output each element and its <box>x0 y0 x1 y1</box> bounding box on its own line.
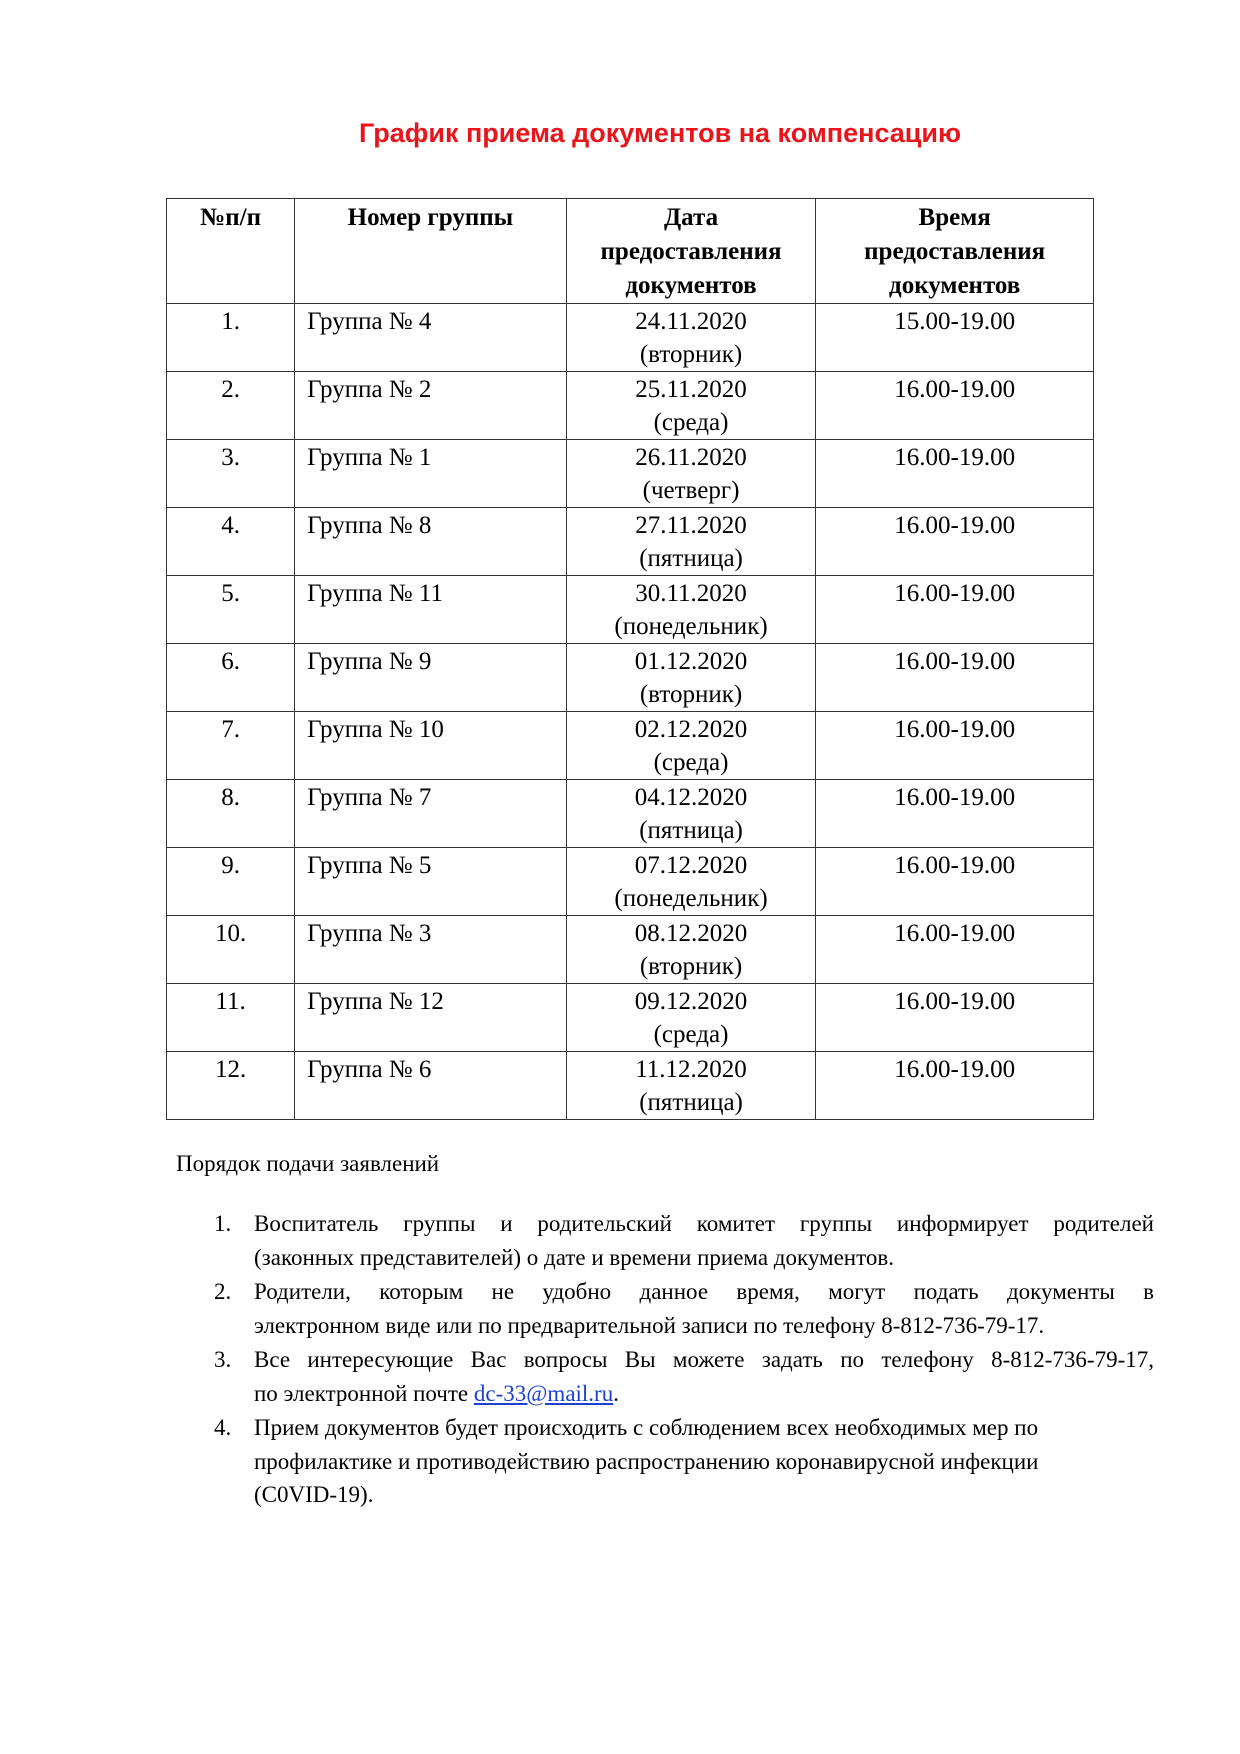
cell-day-text: (понедельник) <box>614 885 768 912</box>
page-title: График приема документов на компенсацию <box>358 118 962 148</box>
cell-date-text: 04.12.2020 <box>634 784 748 811</box>
table-row <box>167 712 1094 780</box>
cell-date <box>566 644 816 712</box>
cell-date <box>566 304 816 372</box>
cell-time-text: 15.00-19.00 <box>894 308 1016 335</box>
cell-time <box>816 780 1094 848</box>
cell-group-text: Группа № 5 <box>307 852 432 879</box>
cell-number-text: 5. <box>221 580 240 607</box>
schedule-table <box>166 198 1094 1120</box>
cell-number <box>167 440 295 508</box>
cell-date <box>566 984 816 1052</box>
list-item-line: электронном виде или по предварительной записи по телефону 8-812-736-79-17. <box>254 1312 1045 1338</box>
cell-time <box>816 916 1094 984</box>
table-row <box>167 848 1094 916</box>
cell-day-text: (вторник) <box>639 953 743 980</box>
list-item-line: Все интересующие Вас вопросы Вы можете задать по телефону 8-812-736-79-17, <box>254 1347 1154 1372</box>
list-item-line: профилактике и противодействию распространению коронавирусной инфекции <box>254 1448 1039 1474</box>
cell-day-text: (вторник) <box>639 341 743 368</box>
cell-time <box>816 644 1094 712</box>
cell-date <box>566 440 816 508</box>
cell-number-text: 6. <box>221 648 240 675</box>
cell-number <box>167 644 295 712</box>
header-text: Дата <box>663 204 719 231</box>
cell-date-text: 26.11.2020 <box>635 444 747 471</box>
cell-number-text: 9. <box>221 852 240 879</box>
cell-time <box>816 984 1094 1052</box>
table-row <box>167 304 1094 372</box>
cell-group <box>295 916 567 984</box>
table-header <box>167 199 1094 304</box>
list-item-number: 4. <box>214 1415 232 1440</box>
cell-group-text: Группа № 11 <box>307 580 443 607</box>
cell-date <box>566 916 816 984</box>
cell-number <box>167 372 295 440</box>
cell-time-text: 16.00-19.00 <box>894 512 1016 539</box>
cell-date-text: 27.11.2020 <box>635 512 747 539</box>
cell-time-text: 16.00-19.00 <box>894 920 1016 947</box>
header-cell-number <box>167 199 295 304</box>
header-text: №п/п <box>200 204 262 231</box>
cell-date <box>566 576 816 644</box>
cell-time <box>816 1052 1094 1120</box>
list-item-number: 2. <box>214 1279 232 1304</box>
cell-day-text: (среда) <box>653 749 729 776</box>
cell-date-text: 25.11.2020 <box>635 376 747 403</box>
cell-number <box>167 576 295 644</box>
cell-number-text: 11. <box>215 988 246 1015</box>
cell-day-text: (среда) <box>653 1021 729 1048</box>
cell-group-text: Группа № 4 <box>307 308 432 335</box>
table-row <box>167 1052 1094 1120</box>
cell-time-text: 16.00-19.00 <box>894 376 1016 403</box>
cell-group <box>295 644 567 712</box>
table-row <box>167 780 1094 848</box>
cell-group-text: Группа № 7 <box>307 784 432 811</box>
cell-date-text: 30.11.2020 <box>635 580 747 607</box>
header-text: Время <box>918 204 991 231</box>
list-item-text: по электронной почте <box>254 1380 474 1406</box>
list-item-line: Прием документов будет происходить с соблюдением всех необходимых мер по <box>254 1415 1039 1440</box>
cell-date <box>566 508 816 576</box>
cell-group <box>295 440 567 508</box>
cell-number-text: 7. <box>221 716 240 743</box>
table-row <box>167 644 1094 712</box>
table-row <box>167 440 1094 508</box>
cell-date-text: 07.12.2020 <box>634 852 748 879</box>
list-item <box>214 1207 1154 1274</box>
cell-number <box>167 304 295 372</box>
cell-date-text: 11.12.2020 <box>635 1056 747 1083</box>
list-item-line: Воспитатель группы и родительский комитет группы информирует родителей <box>254 1211 1154 1236</box>
cell-group <box>295 984 567 1052</box>
header-text: Номер группы <box>347 204 514 231</box>
cell-day-text: (вторник) <box>639 681 743 708</box>
cell-number <box>167 916 295 984</box>
cell-number-text: 4. <box>221 512 240 539</box>
cell-group <box>295 508 567 576</box>
cell-number <box>167 508 295 576</box>
cell-group-text: Группа № 1 <box>307 444 432 471</box>
cell-group <box>295 780 567 848</box>
cell-time-text: 16.00-19.00 <box>894 444 1016 471</box>
cell-time <box>816 304 1094 372</box>
cell-day-text: (пятница) <box>639 1089 743 1116</box>
header-text: документов <box>625 272 757 299</box>
table-row <box>167 576 1094 644</box>
cell-time <box>816 440 1094 508</box>
cell-time-text: 16.00-19.00 <box>894 1056 1016 1083</box>
cell-number <box>167 984 295 1052</box>
cell-date-text: 02.12.2020 <box>634 716 748 743</box>
cell-group <box>295 304 567 372</box>
cell-time-text: 16.00-19.00 <box>894 784 1016 811</box>
cell-day-text: (пятница) <box>639 817 743 844</box>
cell-time-text: 16.00-19.00 <box>894 580 1016 607</box>
list-item-line: (C0VID-19). <box>254 1482 374 1507</box>
cell-number <box>167 712 295 780</box>
cell-number-text: 10. <box>214 920 247 947</box>
cell-group-text: Группа № 12 <box>307 988 444 1015</box>
list-item <box>214 1411 1154 1512</box>
cell-group <box>295 372 567 440</box>
list-item <box>214 1343 1154 1410</box>
table-row <box>167 508 1094 576</box>
table-row <box>167 372 1094 440</box>
table-row <box>167 984 1094 1052</box>
cell-date-text: 09.12.2020 <box>634 988 748 1015</box>
header-text: документов <box>889 272 1021 299</box>
cell-date <box>566 780 816 848</box>
header-cell-date <box>566 199 816 304</box>
list-item-line: Родители, которым не удобно данное время, могут подать документы в <box>254 1279 1154 1304</box>
cell-number-text: 12. <box>214 1056 247 1083</box>
cell-group <box>295 848 567 916</box>
cell-day-text: (четверг) <box>642 477 740 504</box>
cell-group-text: Группа № 9 <box>307 648 432 675</box>
list-item-line <box>254 1377 1154 1411</box>
header-cell-time <box>816 199 1094 304</box>
cell-number-text: 8. <box>221 784 240 811</box>
header-cell-group <box>295 199 567 304</box>
cell-date-text: 01.12.2020 <box>634 648 748 675</box>
cell-day-text: (понедельник) <box>614 613 768 640</box>
cell-number <box>167 1052 295 1120</box>
cell-time-text: 16.00-19.00 <box>894 716 1016 743</box>
list-item-number: 3. <box>214 1347 232 1372</box>
cell-number-text: 2. <box>221 376 240 403</box>
cell-day-text: (среда) <box>653 409 729 436</box>
cell-date <box>566 1052 816 1120</box>
cell-time <box>816 508 1094 576</box>
cell-group <box>295 576 567 644</box>
cell-group-text: Группа № 6 <box>307 1056 432 1083</box>
cell-time <box>816 712 1094 780</box>
cell-date <box>566 848 816 916</box>
cell-time-text: 16.00-19.00 <box>894 648 1016 675</box>
cell-day-text: (пятница) <box>639 545 743 572</box>
cell-group-text: Группа № 3 <box>307 920 432 947</box>
cell-group <box>295 712 567 780</box>
cell-number-text: 3. <box>221 444 240 471</box>
table-row <box>167 916 1094 984</box>
list-item <box>214 1275 1154 1342</box>
cell-time <box>816 848 1094 916</box>
cell-time <box>816 576 1094 644</box>
cell-group <box>295 1052 567 1120</box>
list-item-number: 1. <box>214 1211 232 1236</box>
list-item-suffix: . <box>613 1380 619 1406</box>
cell-number <box>167 780 295 848</box>
cell-number-text: 1. <box>221 308 240 335</box>
header-row <box>167 199 1094 304</box>
list-item-line: (законных представителей) о дате и времени приема документов. <box>254 1244 894 1270</box>
order-list <box>214 1207 1154 1513</box>
cell-time-text: 16.00-19.00 <box>894 852 1016 879</box>
cell-date-text: 08.12.2020 <box>634 920 748 947</box>
order-heading: Порядок подачи заявлений <box>176 1151 440 1176</box>
email-link[interactable]: dc-33@mail.ru <box>473 1380 614 1406</box>
cell-group-text: Группа № 2 <box>307 376 432 403</box>
cell-time <box>816 372 1094 440</box>
header-text: предоставления <box>600 238 782 265</box>
cell-time-text: 16.00-19.00 <box>894 988 1016 1015</box>
cell-date-text: 24.11.2020 <box>635 308 747 335</box>
header-text: предоставления <box>864 238 1046 265</box>
table-body <box>167 304 1094 1120</box>
cell-group-text: Группа № 10 <box>307 716 444 743</box>
cell-number <box>167 848 295 916</box>
cell-date <box>566 372 816 440</box>
cell-date <box>566 712 816 780</box>
cell-group-text: Группа № 8 <box>307 512 432 539</box>
